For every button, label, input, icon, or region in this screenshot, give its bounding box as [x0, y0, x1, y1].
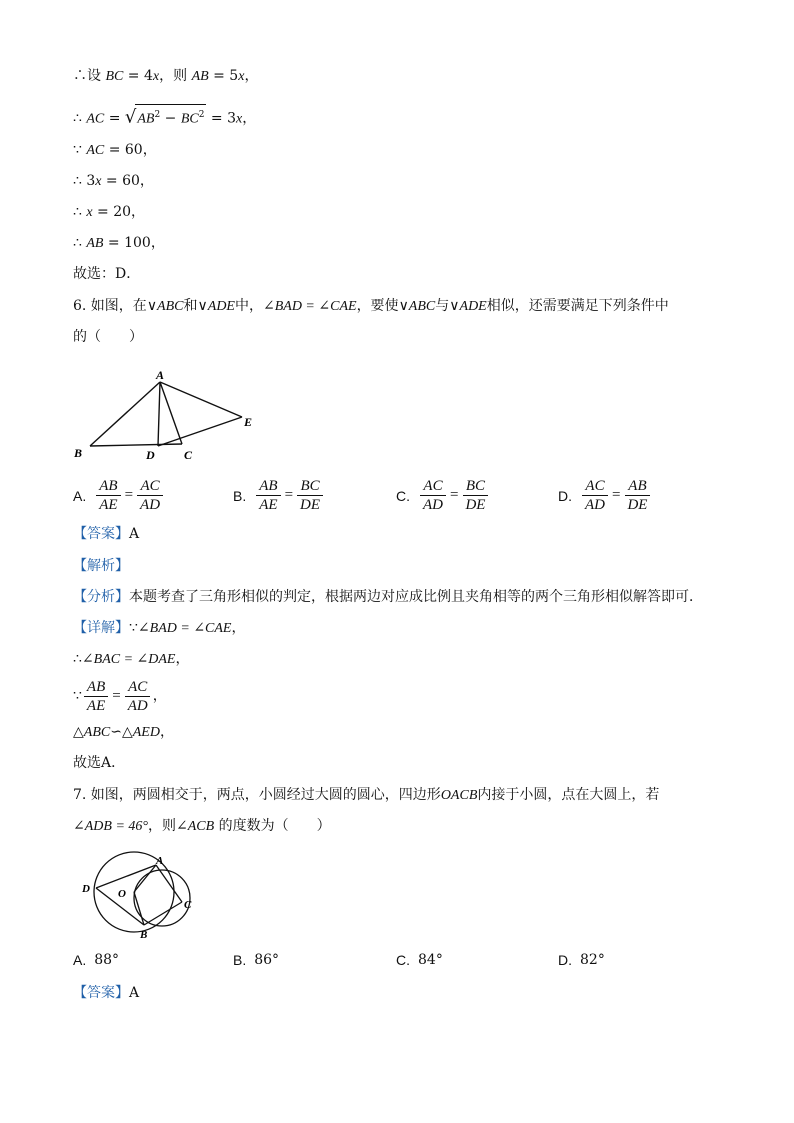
- q7-label-O: O: [118, 888, 126, 900]
- solution-line-3: ∵ AC = 60，: [73, 142, 157, 158]
- q6-option-c[interactable]: C. $\frac{AC}{AD}$ = $\frac{BC}{DE}$: [396, 477, 490, 514]
- q6-option-a[interactable]: A. $\frac{AB}{AE}$ = $\frac{AC}{AD}$: [73, 477, 165, 514]
- solution-line-2: ∴ AC = $√AB^2 - BC^2 = 3x$，: [73, 104, 256, 130]
- q7-label-D: D: [82, 883, 90, 895]
- solution-conclusion: 故选：D．: [73, 266, 141, 282]
- q6-xiangjie-line-2: ∴∠BAC = ∠DAE，: [73, 651, 190, 667]
- q7-label-B: B: [140, 929, 148, 940]
- q6-xiangjie-line-1: 【详解】∵∠BAD = ∠CAE，: [73, 620, 246, 636]
- q6-label-C: C: [184, 448, 193, 462]
- q6-label-D: D: [146, 448, 155, 462]
- q6-option-d[interactable]: D. $\frac{AC}{AD}$ = $\frac{AB}{DE}$: [558, 477, 652, 514]
- q6-label-A: A: [156, 368, 165, 382]
- q7-option-a[interactable]: A. 88°: [73, 952, 120, 968]
- q7-stem-line-2: ∠ADB = 46°，则∠ACB 的度数为（ ）: [73, 818, 331, 834]
- q6-stem-line-1: 6. 如图，在∨ABC和∨ADE中，∠BAD = ∠CAE，要使∨ABC与∨ADE相似，还需要满足下列条件中: [73, 298, 669, 314]
- q6-xiangjie-line-4: △ABC∽△AED，: [73, 724, 174, 740]
- q6-fenxi: 【分析】本题考查了三角形相似的判定，根据两边对应成比例且夹角相等的两个三角形相似解答即可．: [73, 589, 703, 605]
- q7-circles-figure: [74, 850, 204, 940]
- q6-stem-line-2: 的（ ）: [73, 329, 143, 345]
- q7-label-C: C: [184, 899, 192, 911]
- solution-line-1: ∴设 BC = 4x，则 AB = 5x，: [73, 68, 259, 84]
- q7-option-d[interactable]: D. 82°: [558, 952, 605, 968]
- q6-option-b[interactable]: B. $\frac{AB}{AE}$ = $\frac{BC}{DE}$: [233, 477, 325, 514]
- q6-xiangjie-line-3: ∵ $\frac{AB}{AE}$ = $\frac{AC}{AD}$ ，: [73, 678, 167, 714]
- q6-label-E: E: [244, 415, 253, 429]
- q6-answer: 【答案】A: [73, 526, 140, 542]
- q6-label-B: B: [74, 446, 83, 460]
- q7-label-A: A: [156, 855, 164, 867]
- solution-line-5: ∴ x = 20，: [73, 204, 146, 220]
- q7-answer: 【答案】A: [73, 985, 140, 1001]
- q6-triangle-figure: [70, 362, 260, 470]
- q7-option-c[interactable]: C. 84°: [396, 952, 443, 968]
- q6-analysis-heading: 【解析】: [73, 558, 129, 574]
- solution-line-6: ∴ AB = 100，: [73, 235, 165, 251]
- q7-option-b[interactable]: B. 86°: [233, 952, 280, 968]
- q6-conclusion: 故选A．: [73, 755, 126, 771]
- q7-stem-line-1: 7. 如图，两圆相交于，两点，小圆经过大圆的圆心，四边形OACB内接于小圆，点在大圆上，若: [73, 787, 660, 803]
- solution-line-4: ∴ 3x = 60，: [73, 173, 154, 189]
